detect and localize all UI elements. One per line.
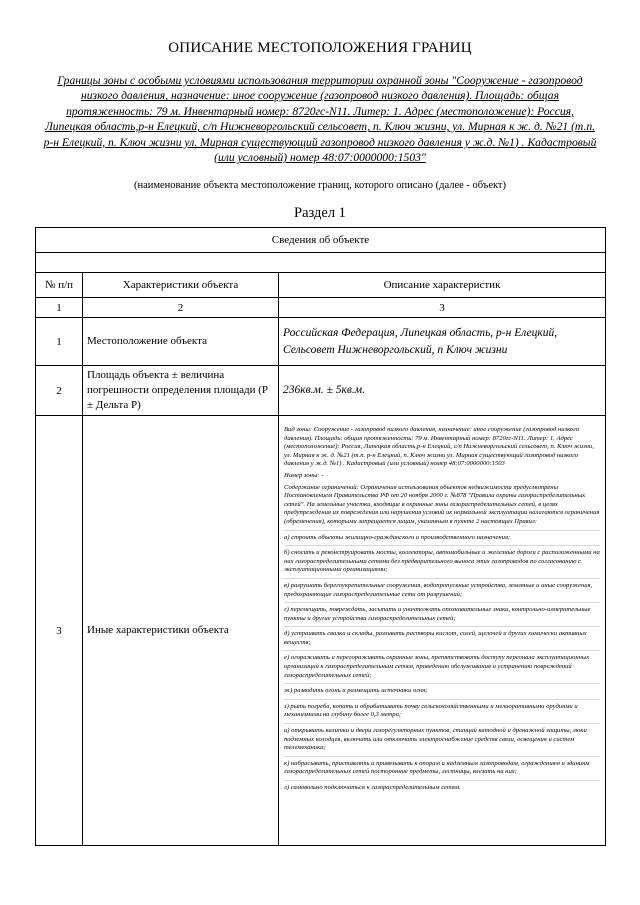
object-info-table [35, 227, 606, 846]
restriction-item: г) перемещать, повреждать, засыпать и уничтожать опознавательные знаки, контрольно-измерительные пункты и другие устройства газораспределительных сетей; [284, 606, 600, 627]
row-number: 3 [36, 416, 83, 846]
restriction-item: б) сносить и реконструировать мосты, коллекторы, автомобильные и железные дороги с расположенными на них газораспределительными сетями без предварительного выноса этих газопроводов по согласованию с эксплуатационными организациями; [284, 549, 600, 579]
row-characteristic: Иные характеристики объекта [83, 416, 279, 846]
row-number: 1 [36, 318, 83, 366]
restriction-item: и) открывать калитки и двери газорегуляторных пунктов, станций катодной и дренажной защиты, люки подземных колодцев, включать или отключать электроснабжение средств связи, освещения и систем телемеханики; [284, 727, 600, 757]
object-caption: (наименование объекта местоположение границ, которого описано (далее - объект) [133, 180, 507, 191]
restriction-item: а) строить объекты жилищно-гражданского и производственного назначения; [284, 534, 600, 547]
header-description: Описание характеристик [279, 273, 606, 298]
zone-type-text: Вид зоны: Сооружение - газопровод низкого давления, назначение: иное сооружение (газопровод низкого давления). Площадь: общая протяженность: 79 м. Инвентарный номер: 8720гс-N11. Литер: 1. Адрес (местоположение): Россия, Липецкая область,р-н Елецкий, с/п Нижневоргольский сельсовет, п. Ключ жизни, ул. Мирная к ж. д. №21 (т.п. р-н Елецкий, п. Ключ жизни ул. Мирная существующий газопровод низкого давления у ж.д. №1) . Кадастровый (или условный) номер 48:07:0000000:1503 [284, 426, 594, 468]
row-characteristic: Местоположение объекта [83, 318, 279, 366]
table-row [36, 318, 606, 366]
other-details-cell [279, 416, 606, 846]
table-row [36, 366, 606, 416]
row-number: 2 [36, 366, 83, 416]
restriction-item: з) рыть погреба, копать и обрабатывать почву сельскохозяйственными и мелиоративными орудиями и механизмами на глубину более 0,3 метра; [284, 703, 600, 724]
section-title: Раздел 1 [294, 205, 346, 221]
index-cell: 1 [36, 298, 83, 318]
zone-number-text: Номер зоны: - [284, 471, 324, 479]
restriction-item: л) самовольно подключаться к газораспределительным сетям. [284, 784, 461, 791]
index-row [36, 298, 606, 318]
restriction-item: в) разрушать берегоукрепительные сооружения, водопропускные устройства, земляные и иные сооружения, предохраняющие газораспределительные сети от разрушений; [284, 582, 600, 603]
index-cell: 2 [83, 298, 279, 318]
header-number: № п/п [36, 273, 83, 298]
restriction-item: к) набрасывать, приставлять и привязывать к опорам и надземным газопроводам, ограждениям и зданиям газораспределительных сетей посторонние предметы, лестницы, влезать на них; [284, 760, 600, 781]
restrictions-text: Содержание ограничений: Ограничения использования объектов недвижимости предусмотрены Постановлением Правительства РФ от 20 ноября 2000 г. №878 "Правила охраны газораспределительных сетей". На земельные участки, входящие в охранные зоны газораспределительных сетей, в целях предупреждения их повреждения или нарушения условий их нормальной эксплуатации налагаются ограничения (обременения), которыми запрещается лицам, указанным в пункте 2 настоящих Правил: [284, 484, 600, 531]
document-title: ОПИСАНИЕ МЕСТОПОЛОЖЕНИЯ ГРАНИЦ [168, 40, 472, 56]
header-row [36, 273, 606, 298]
table-row [36, 416, 606, 846]
restriction-item: ж) разводить огонь и размещать источники огня; [284, 687, 600, 700]
row-characteristic: Площадь объекта ± величина погрешности определения площади (P ± Дельта P) [83, 366, 279, 416]
restriction-item: е) огораживать и перегораживать охранные зоны, препятствовать доступу персонала эксплуатационных организаций к газораспределительным сетям, проведению обслуживания и устранению повреждений газораспределительных сетей; [284, 654, 600, 684]
index-cell: 3 [279, 298, 606, 318]
row-value: 236кв.м. ± 5кв.м. [279, 366, 606, 416]
restriction-item: д) устраивать свалки и склады, разливать растворы кислот, солей, щелочей и других химически активных веществ; [284, 630, 600, 651]
empty-row [36, 253, 606, 273]
object-name: Границы зоны с особыми условиями использования территории охранной зоны "Сооружение - газопровод низкого давления, назначение: иное сооружение (газопровод низкого давления). Площадь: общая протяженность: 79 м. Инвентарный номер: 8720гс-N11. Литер: 1. Адрес (местоположение): Россия, Липецкая область,р-н Елецкий, с/п Нижневоргольский сельсовет, п. Ключ жизни, ул. Мирная к ж. д. №21 (т.п. р-н Елецкий, п. Ключ жизни ул. Мирная существующий газопровод низкого давления у ж.д. №1) . Кадастровый (или условный) номер 48:07:0000000:1503" [43, 74, 597, 165]
row-value: Российская Федерация, Липецкая область, р-н Елецкий, Сельсовет Нижневоргольский, п Ключ жизни [279, 318, 606, 366]
table-heading: Сведения об объекте [36, 228, 606, 253]
header-characteristic: Характеристики объекта [83, 273, 279, 298]
